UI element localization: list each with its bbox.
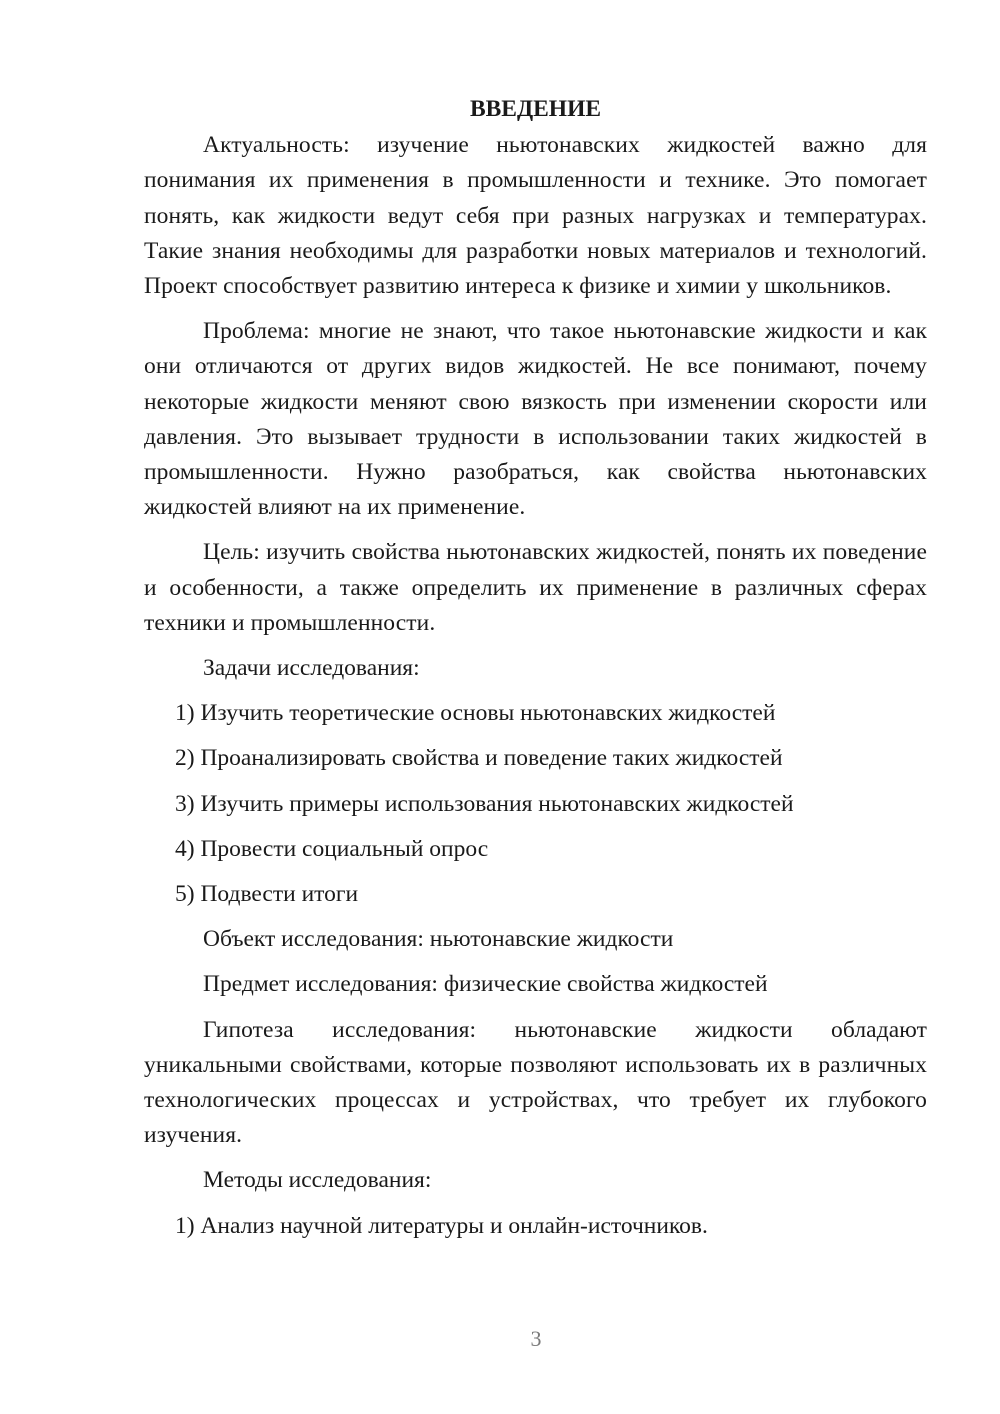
task-item: 3) Изучить примеры использования ньютонавских жидкостей xyxy=(175,790,794,817)
problem-paragraph: Проблема: многие не знают, что такое ньютонавские жидкости и как они отличаются от других видов жидкостей. Не все понимают, почему некоторые жидкости меняют свою вязкость при изменении скорости или давления. Это вызывает трудности в использовании таких жидкостей в промышленности. Нужно разобраться, как свойства ньютонавских жидкостей влияют на их применение. xyxy=(144,318,927,521)
research-subject: Предмет исследования: физические свойства жидкостей xyxy=(203,971,768,998)
page-number: 3 xyxy=(530,1326,542,1351)
method-item: 1) Анализ научной литературы и онлайн-источников. xyxy=(175,1212,708,1239)
hypothesis-paragraph: Гипотеза исследования: ньютонавские жидкости обладают уникальными свойствами, которые позволяют использовать их в различных технологических процессах и устройствах, что требует их глубокого изучения. xyxy=(144,1016,927,1149)
goal-paragraph: Цель: изучить свойства ньютонавских жидкостей, понять их поведение и особенности, а также определить их применение в различных сферах техники и промышленности. xyxy=(144,539,927,636)
research-object: Объект исследования: ньютонавские жидкости xyxy=(203,926,674,953)
task-item: 5) Подвести итоги xyxy=(175,881,359,908)
task-item: 1) Изучить теоретические основы ньютонавских жидкостей xyxy=(175,700,776,727)
methods-heading: Методы исследования: xyxy=(203,1167,432,1194)
task-item: 2) Проанализировать свойства и поведение таких жидкостей xyxy=(175,745,783,772)
page-content xyxy=(144,92,927,1254)
task-item: 4) Провести социальный опрос xyxy=(175,835,489,862)
relevance-paragraph: Актуальность: изучение ньютонавских жидкостей важно для понимания их применения в промышленности и технике. Это помогает понять, как жидкости ведут себя при разных нагрузках и температурах. Такие знания необходимы для разработки новых материалов и технологий. Проект способствует развитию интереса к физике и химии у школьников. xyxy=(144,132,927,300)
tasks-heading: Задачи исследования: xyxy=(203,655,420,682)
section-title: ВВЕДЕНИЕ xyxy=(469,96,602,122)
